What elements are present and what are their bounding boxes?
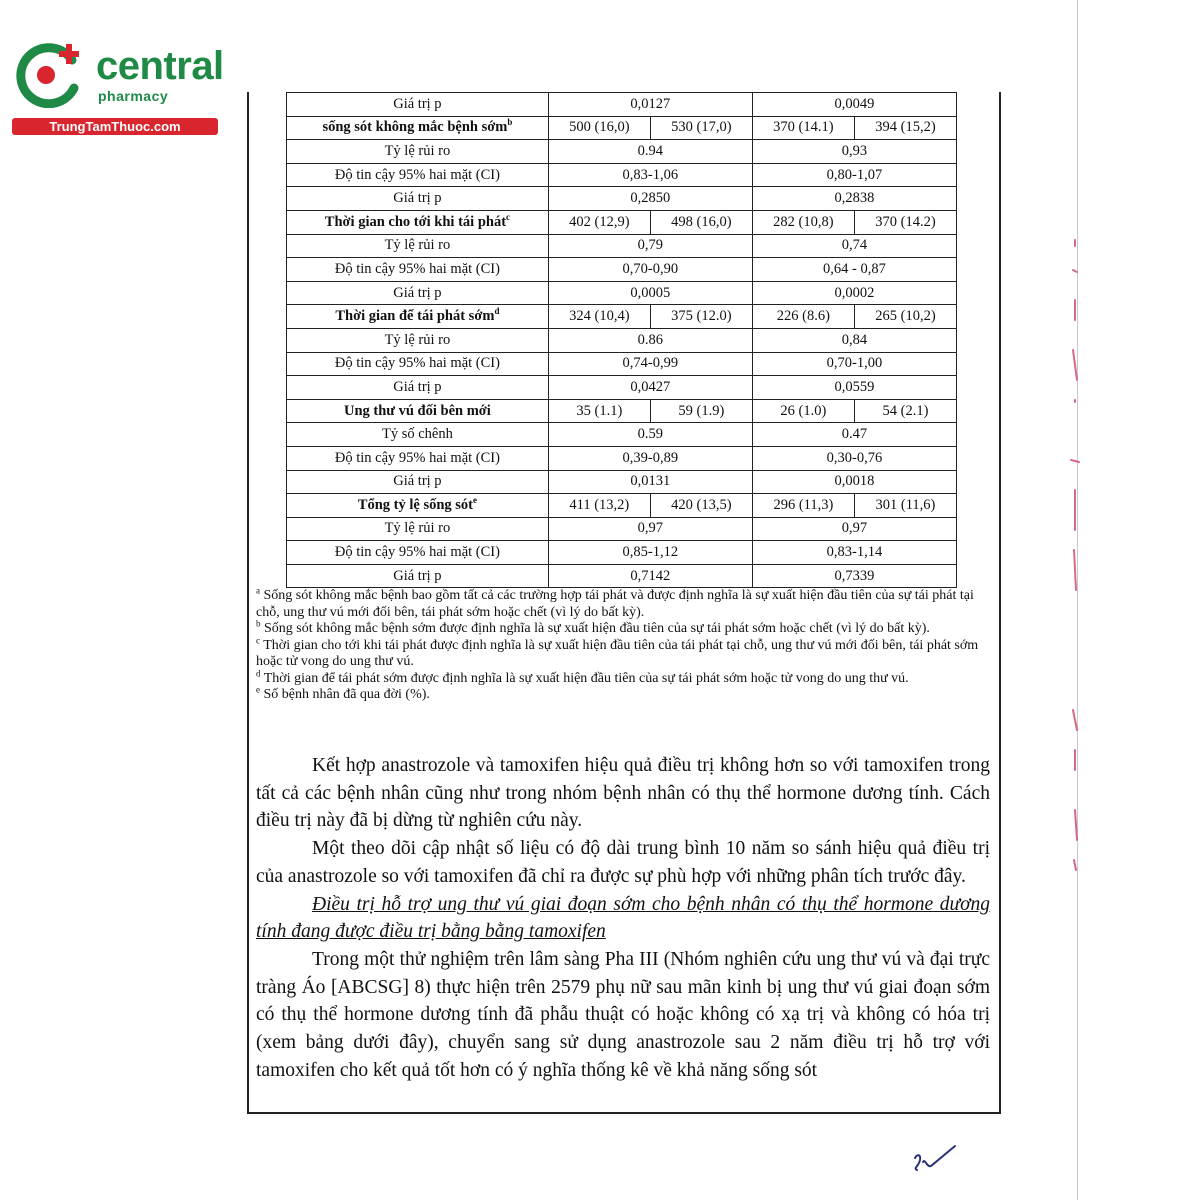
footnote-marker: b [256, 618, 261, 629]
row-label-text: Độ tin cậy 95% hai mặt (CI) [334, 166, 500, 183]
table-row [287, 564, 957, 588]
table-row [287, 517, 957, 541]
table-footnotes [256, 585, 992, 704]
table-cell-merged: 0,93 [752, 140, 956, 164]
row-label [287, 305, 549, 329]
table-row [287, 352, 957, 376]
table-cell-merged: 0,70-0,90 [548, 258, 752, 282]
table-row [287, 93, 957, 117]
table-cell: 375 (12.0) [650, 305, 752, 329]
footnote [256, 634, 992, 671]
row-label-text: Ung thư vú đối bên mới [343, 402, 491, 419]
footnote-marker: a [256, 585, 260, 596]
row-label-text: Giá trị p [393, 567, 442, 584]
table-row [287, 116, 957, 140]
footnote [256, 667, 992, 688]
table-cell: 54 (2.1) [854, 399, 956, 423]
table-cell: 411 (13,2) [548, 494, 650, 518]
footnote [256, 585, 992, 621]
footnote-marker: c [256, 634, 260, 645]
footnote-text: Thời gian để tái phát sớm được định nghĩa là sự xuất hiện đầu tiên của sự tái phát sớm hoặc tử vong do ung thư vú. [260, 670, 909, 686]
table-row [287, 234, 957, 258]
margin-marks-icon [1065, 230, 1085, 880]
table-cell-merged: 0.86 [548, 328, 752, 352]
table-cell-merged: 0,0559 [752, 376, 956, 400]
footnote [256, 684, 992, 704]
section-heading: Điều trị hỗ trợ ung thư vú giai đoạn sớm cho bệnh nhân có thụ thể hormone dương tính đang được điều trị bằng bằng tamoxifen [256, 893, 990, 943]
table-cell-merged: 0,74 [752, 234, 956, 258]
row-label-text: sống sót không mắc bệnh sớm [322, 119, 508, 136]
footnote-marker: b [507, 117, 513, 128]
footnote-marker: d [256, 667, 261, 678]
pharmacy-logo-icon [10, 38, 90, 108]
table-cell-merged: 0,0005 [548, 281, 752, 305]
row-label-text: Tỷ lệ rủi ro [384, 142, 451, 159]
logo-banner: TrungTamThuoc.com [12, 118, 218, 135]
row-label-text: Giá trị p [393, 190, 442, 207]
table-cell-merged: 0,83-1,06 [548, 163, 752, 187]
table-cell: 282 (10,8) [752, 210, 854, 234]
row-label-text: Độ tin cậy 95% hai mặt (CI) [334, 449, 500, 466]
table-cell: 59 (1.9) [650, 399, 752, 423]
row-label-text: Giá trị p [393, 473, 442, 490]
row-label-text: Giá trị p [393, 284, 442, 301]
table-cell-merged: 0.59 [548, 423, 752, 447]
table-cell: 226 (8.6) [752, 305, 854, 329]
table-cell-merged: 0,7142 [548, 564, 752, 588]
row-label-text: Tỷ lệ rủi ro [384, 237, 451, 254]
table-cell-merged: 0,2850 [548, 187, 752, 211]
table-cell-merged: 0,80-1,07 [752, 163, 956, 187]
table-cell-merged: 0,7339 [752, 564, 956, 588]
row-label [287, 140, 549, 164]
table-cell: 402 (12,9) [548, 210, 650, 234]
row-label [287, 328, 549, 352]
table-row [287, 376, 957, 400]
table-row [287, 446, 957, 470]
table-cell-merged: 0,74-0,99 [548, 352, 752, 376]
row-label [287, 423, 549, 447]
row-label [287, 210, 549, 234]
footnote [256, 618, 992, 638]
row-label [287, 187, 549, 211]
results-table-body [287, 93, 957, 588]
table-row [287, 258, 957, 282]
paragraph: Một theo dõi cập nhật số liệu có độ dài trung bình 10 năm so sánh hiệu quả điều trị của anastrozole so với tamoxifen đã chỉ ra được sự phù hợp với những phân tích trước đây. [256, 838, 990, 887]
table-cell-merged: 0,39-0,89 [548, 446, 752, 470]
table-cell-merged: 0,79 [548, 234, 752, 258]
table-row [287, 399, 957, 423]
table-cell-merged: 0,0049 [752, 93, 956, 117]
row-label [287, 494, 549, 518]
row-label [287, 93, 549, 117]
footnote-marker: d [494, 306, 500, 317]
row-label-text: Giá trị p [393, 378, 442, 395]
table-cell-merged: 0,70-1,00 [752, 352, 956, 376]
table-cell-merged: 0,0427 [548, 376, 752, 400]
table-row [287, 541, 957, 565]
footnote-text: Số bệnh nhân đã qua đời (%). [260, 687, 430, 702]
row-label [287, 517, 549, 541]
table-row [287, 470, 957, 494]
row-label [287, 258, 549, 282]
table-cell: 500 (16,0) [548, 116, 650, 140]
table-row [287, 423, 957, 447]
row-label-text: Giá trị p [393, 95, 442, 112]
table-row [287, 163, 957, 187]
table-cell-merged: 0,2838 [752, 187, 956, 211]
row-label [287, 352, 549, 376]
table-cell: 394 (15,2) [854, 116, 956, 140]
footnote-text: Sống sót không mắc bệnh bao gồm tất cả các trường hợp tái phát và được định nghĩa là sự xuất hiện đầu tiên của sự tái phát tại chỗ, ung thư vú mới đối bên, tái phát sớm hoặc chết (vì lý do bất kỳ). [256, 588, 974, 620]
row-label [287, 163, 549, 187]
body-text [256, 752, 990, 1084]
table-cell-merged: 0,97 [548, 517, 752, 541]
row-label [287, 116, 549, 140]
table-cell: 301 (11,6) [854, 494, 956, 518]
table-row [287, 305, 957, 329]
table-cell-merged: 0,83-1,14 [752, 541, 956, 565]
row-label-text: Độ tin cậy 95% hai mặt (CI) [334, 260, 500, 277]
brand-logo [10, 38, 224, 138]
table-cell: 26 (1.0) [752, 399, 854, 423]
row-label-text: Độ tin cậy 95% hai mặt (CI) [334, 544, 500, 561]
row-label [287, 399, 549, 423]
table-cell-merged: 0,0002 [752, 281, 956, 305]
row-label-text: Tỷ số chênh [381, 426, 453, 443]
row-label-text: Tỷ lệ rủi ro [384, 520, 451, 537]
table-row [287, 187, 957, 211]
row-label [287, 446, 549, 470]
row-label [287, 541, 549, 565]
table-cell-merged: 0,85-1,12 [548, 541, 752, 565]
table-cell-merged: 0.94 [548, 140, 752, 164]
row-label [287, 564, 549, 588]
table-row [287, 281, 957, 305]
footnote-marker: e [256, 684, 260, 695]
table-cell-merged: 0.47 [752, 423, 956, 447]
table-cell: 530 (17,0) [650, 116, 752, 140]
table-row [287, 494, 957, 518]
logo-wordmark: central [96, 44, 224, 88]
table-cell-merged: 0,84 [752, 328, 956, 352]
paragraph: Kết hợp anastrozole và tamoxifen hiệu quả điều trị không hơn so với tamoxifen trong tất cả các bệnh nhân cũng như trong nhóm bệnh nhân có thụ thể hormone dương tính. Cách điều trị này đã bị dừng từ nghiên cứu này. [256, 755, 990, 832]
row-label-text: Độ tin cậy 95% hai mặt (CI) [334, 355, 500, 372]
table-cell: 296 (11,3) [752, 494, 854, 518]
footnote-text: Thời gian cho tới khi tái phát được định nghĩa là sự xuất hiện đầu tiên của tái phát tại chỗ, ung thư vú mới đối bên, tái phát sớm hoặc tử vong do ung thư vú. [256, 637, 979, 669]
table-cell: 370 (14.1) [752, 116, 854, 140]
table-cell-merged: 0,0018 [752, 470, 956, 494]
table-cell-merged: 0,0127 [548, 93, 752, 117]
row-label [287, 470, 549, 494]
table-cell: 35 (1.1) [548, 399, 650, 423]
table-row [287, 210, 957, 234]
row-label [287, 281, 549, 305]
table-cell-merged: 0,97 [752, 517, 956, 541]
paragraph: Trong một thử nghiệm trên lâm sàng Pha III (Nhóm nghiên cứu ung thư vú và đại trực tràng Áo [ABCSG] 8) thực hiện trên 2579 phụ nữ sau mãn kinh bị ung thư vú giai đoạn sớm có thụ thể hormone dương tính đã phẫu thuật có hoặc không có xạ trị và không có hóa trị (xem bảng dưới đây), chuyển sang sử dụng anastrozole sau 2 năm điều trị hỗ trợ với tamoxifen cho kết quả tốt hơn có ý nghĩa thống kê về khả năng sống sót [256, 948, 990, 1081]
footnote-text: Sống sót không mắc bệnh sớm được định nghĩa là sự xuất hiện đầu tiên của sự tái phát sớm hoặc chết (vì lý do bất kỳ). [260, 621, 930, 636]
table-cell-merged: 0,64 - 0,87 [752, 258, 956, 282]
table-cell: 370 (14.2) [854, 210, 956, 234]
table-cell: 265 (10,2) [854, 305, 956, 329]
row-label-text: Thời gian để tái phát sớm [335, 308, 495, 325]
row-label-text: Tổng tỷ lệ sống sót [357, 496, 474, 513]
table-cell-merged: 0,30-0,76 [752, 446, 956, 470]
handwritten-signature-icon [905, 1140, 965, 1180]
table-row [287, 328, 957, 352]
table-cell: 420 (13,5) [650, 494, 752, 518]
table-cell: 324 (10,4) [548, 305, 650, 329]
results-table [286, 92, 957, 588]
table-cell: 498 (16,0) [650, 210, 752, 234]
table-cell-merged: 0,0131 [548, 470, 752, 494]
row-label [287, 376, 549, 400]
row-label-text: Tỷ lệ rủi ro [384, 331, 451, 348]
row-label [287, 234, 549, 258]
footnote-marker: e [473, 495, 478, 506]
footnote-marker: c [506, 211, 511, 222]
row-label-text: Thời gian cho tới khi tái phát [324, 213, 507, 230]
logo-subtitle: pharmacy [98, 88, 169, 104]
table-row [287, 140, 957, 164]
